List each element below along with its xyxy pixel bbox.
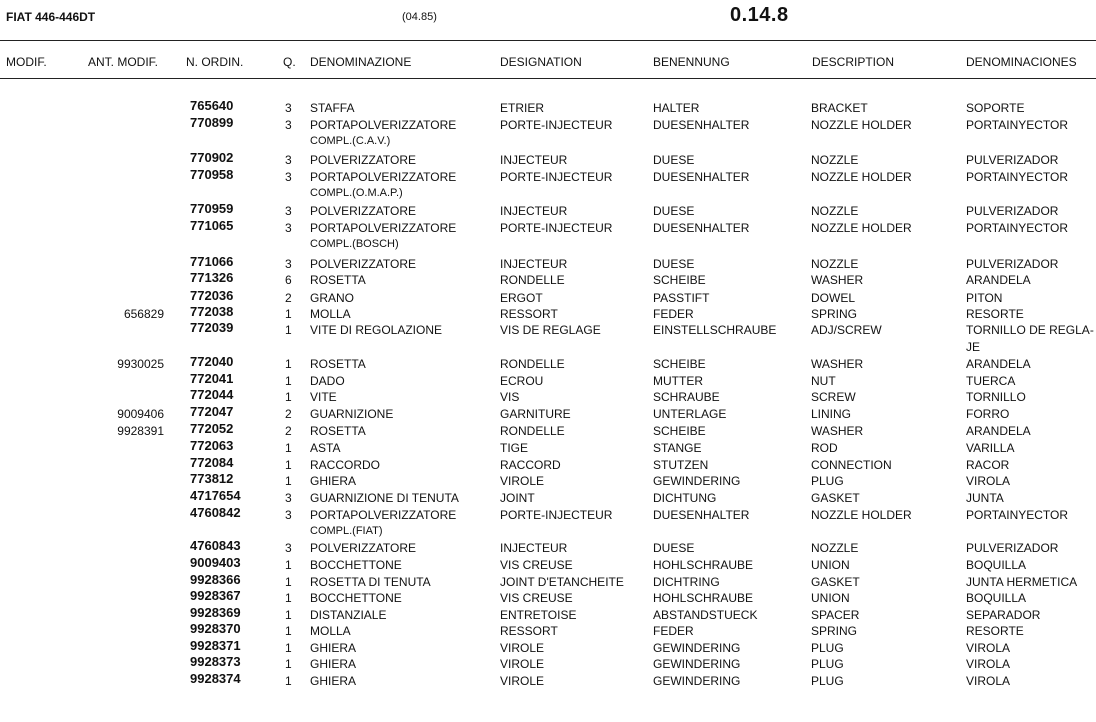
col-designation: DESIGNATION <box>500 55 582 69</box>
quantity: 2 <box>285 407 292 421</box>
description-cell: DOWEL <box>811 291 856 305</box>
designation-cell: VIS CREUSE <box>500 558 573 572</box>
description-cell: NOZZLE HOLDER <box>811 118 912 132</box>
designation-cell: INJECTEUR <box>500 541 568 555</box>
order-number: 4717654 <box>190 488 241 503</box>
denominaciones-cont: JE <box>966 340 981 354</box>
description-cell: UNION <box>811 558 850 572</box>
order-number: 772052 <box>190 421 234 436</box>
denominaciones-cell: ARANDELA <box>966 424 1031 438</box>
benennung-cell: ABSTANDSTUECK <box>653 608 758 622</box>
page-header <box>0 0 1096 40</box>
denominazione-cont: COMPL.(C.A.V.) <box>310 135 391 147</box>
quantity: 1 <box>285 441 292 455</box>
order-number: 772038 <box>190 304 234 319</box>
denominazione-cell: ROSETTA DI TENUTA <box>310 575 431 589</box>
benennung-cell: FEDER <box>653 307 694 321</box>
order-number: 9928369 <box>190 605 241 620</box>
denominazione-cell: POLVERIZZATORE <box>310 257 417 271</box>
benennung-cell: SCHEIBE <box>653 424 706 438</box>
col-description: DESCRIPTION <box>812 55 895 69</box>
designation-cell: PORTE-INJECTEUR <box>500 118 613 132</box>
denominazione-cell: PORTAPOLVERIZZATORE <box>310 221 457 235</box>
denominaciones-cell: VIROLA <box>966 474 1011 488</box>
order-number: 771066 <box>190 254 234 269</box>
denominazione-cell: POLVERIZZATORE <box>310 153 417 167</box>
order-number: 9928371 <box>190 638 241 653</box>
quantity: 1 <box>285 474 292 488</box>
designation-cell: VIS DE REGLAGE <box>500 323 601 337</box>
col-ant-modif: ANT. MODIF. <box>88 55 159 69</box>
benennung-cell: STANGE <box>653 441 702 455</box>
denominazione-cell: PORTAPOLVERIZZATORE <box>310 508 457 522</box>
benennung-cell: DUESENHALTER <box>653 170 750 184</box>
denominaciones-cell: PULVERIZADOR <box>966 153 1059 167</box>
denominazione-cell: ASTA <box>310 441 341 455</box>
order-number: 9928373 <box>190 654 241 669</box>
order-number: 773812 <box>190 471 234 486</box>
description-cell: GASKET <box>811 491 860 505</box>
denominazione-cell: MOLLA <box>310 307 351 321</box>
designation-cell: VIROLE <box>500 674 545 688</box>
ant-modif-cell: 9009406 <box>117 407 164 421</box>
designation-cell: ENTRETOISE <box>500 608 577 622</box>
designation-cell: INJECTEUR <box>500 257 568 271</box>
col-q: Q. <box>283 55 296 69</box>
benennung-cell: DUESE <box>653 153 695 167</box>
denominazione-cell: ROSETTA <box>310 273 366 287</box>
benennung-cell: DUESE <box>653 541 695 555</box>
quantity: 3 <box>285 508 292 522</box>
order-number: 772039 <box>190 320 234 335</box>
order-number: 9009403 <box>190 555 241 570</box>
designation-cell: RONDELLE <box>500 273 565 287</box>
designation-cell: VIROLE <box>500 657 545 671</box>
denominazione-cont: COMPL.(FIAT) <box>310 525 383 537</box>
denominaciones-cell: RACOR <box>966 458 1010 472</box>
description-cell: PLUG <box>811 641 844 655</box>
benennung-cell: PASSTIFT <box>653 291 710 305</box>
benennung-cell: UNTERLAGE <box>653 407 727 421</box>
quantity: 1 <box>285 624 292 638</box>
denominaciones-cell: VIROLA <box>966 641 1011 655</box>
denominaciones-cell: PORTAINYECTOR <box>966 221 1069 235</box>
denominazione-cell: BOCCHETTONE <box>310 591 402 605</box>
description-cell: BRACKET <box>811 101 868 115</box>
denominazione-cell: GHIERA <box>310 657 357 671</box>
denominaciones-cell: RESORTE <box>966 307 1024 321</box>
quantity: 3 <box>285 221 292 235</box>
denominaciones-cell: JUNTA HERMETICA <box>966 575 1078 589</box>
quantity: 1 <box>285 608 292 622</box>
benennung-cell: GEWINDERING <box>653 641 741 655</box>
benennung-cell: SCHRAUBE <box>653 390 720 404</box>
benennung-cell: DUESENHALTER <box>653 118 750 132</box>
designation-cell: VIS <box>500 390 520 404</box>
description-cell: NOZZLE <box>811 153 859 167</box>
description-cell: ROD <box>811 441 838 455</box>
designation-cell: RESSORT <box>500 624 558 638</box>
denominazione-cell: ROSETTA <box>310 424 366 438</box>
order-number: 772044 <box>190 387 234 402</box>
quantity: 1 <box>285 657 292 671</box>
description-cell: SPRING <box>811 307 858 321</box>
denominazione-cell: DADO <box>310 374 345 388</box>
denominazione-cell: MOLLA <box>310 624 351 638</box>
quantity: 3 <box>285 257 292 271</box>
quantity: 2 <box>285 424 292 438</box>
page-number: 0.14.8 <box>730 4 789 26</box>
quantity: 3 <box>285 118 292 132</box>
description-cell: NOZZLE <box>811 257 859 271</box>
denominaciones-cell: TORNILLO <box>966 390 1026 404</box>
quantity: 1 <box>285 575 292 589</box>
designation-cell: RESSORT <box>500 307 558 321</box>
denominaciones-cell: FORRO <box>966 407 1010 421</box>
quantity: 3 <box>285 204 292 218</box>
denominazione-cell: GHIERA <box>310 474 357 488</box>
description-cell: WASHER <box>811 357 864 371</box>
denominaciones-cell: VIROLA <box>966 657 1011 671</box>
designation-cell: JOINT D'ETANCHEITE <box>500 575 624 589</box>
denominaciones-cell: TUERCA <box>966 374 1016 388</box>
denominazione-cell: POLVERIZZATORE <box>310 204 417 218</box>
col-modif: MODIF. <box>6 55 47 69</box>
denominazione-cell: PORTAPOLVERIZZATORE <box>310 170 457 184</box>
denominazione-cell: RACCORDO <box>310 458 381 472</box>
description-cell: UNION <box>811 591 850 605</box>
denominazione-cell: BOCCHETTONE <box>310 558 402 572</box>
denominaciones-cell: PULVERIZADOR <box>966 204 1059 218</box>
quantity: 1 <box>285 307 292 321</box>
designation-cell: INJECTEUR <box>500 204 568 218</box>
quantity: 1 <box>285 674 292 688</box>
benennung-cell: HOHLSCHRAUBE <box>653 591 754 605</box>
designation-cell: ECROU <box>500 374 544 388</box>
description-cell: SPRING <box>811 624 858 638</box>
designation-cell: RACCORD <box>500 458 561 472</box>
benennung-cell: FEDER <box>653 624 694 638</box>
quantity: 1 <box>285 591 292 605</box>
denominazione-cell: VITE <box>310 390 337 404</box>
denominazione-cell: VITE DI REGOLAZIONE <box>310 323 443 337</box>
denominazione-cell: GUARNIZIONE <box>310 407 394 421</box>
col-benennung: BENENNUNG <box>653 55 730 69</box>
denominazione-cell: GRANO <box>310 291 355 305</box>
designation-cell: PORTE-INJECTEUR <box>500 221 613 235</box>
description-cell: SCREW <box>811 390 856 404</box>
order-number: 771065 <box>190 218 234 233</box>
denominazione-cont: COMPL.(BOSCH) <box>310 238 399 250</box>
order-number: 770899 <box>190 115 234 130</box>
designation-cell: RONDELLE <box>500 424 565 438</box>
denominazione-cont: COMPL.(O.M.A.P.) <box>310 187 403 199</box>
quantity: 1 <box>285 558 292 572</box>
denominaciones-cell: TORNILLO DE REGLA- <box>966 323 1094 337</box>
description-cell: ADJ/SCREW <box>811 323 882 337</box>
description-cell: NOZZLE HOLDER <box>811 170 912 184</box>
description-cell: NOZZLE HOLDER <box>811 221 912 235</box>
denominaciones-cell: BOQUILLA <box>966 591 1027 605</box>
quantity: 1 <box>285 374 292 388</box>
order-number: 9928370 <box>190 621 241 636</box>
denominazione-cell: GUARNIZIONE DI TENUTA <box>310 491 459 505</box>
denominaciones-cell: JUNTA <box>966 491 1004 505</box>
order-number: 770959 <box>190 201 234 216</box>
description-cell: PLUG <box>811 657 844 671</box>
designation-cell: ERGOT <box>500 291 543 305</box>
benennung-cell: DUESENHALTER <box>653 221 750 235</box>
quantity: 3 <box>285 101 292 115</box>
denominaciones-cell: PULVERIZADOR <box>966 257 1059 271</box>
denominazione-cell: PORTAPOLVERIZZATORE <box>310 118 457 132</box>
designation-cell: VIROLE <box>500 641 545 655</box>
denominaciones-cell: PULVERIZADOR <box>966 541 1059 555</box>
order-number: 765640 <box>190 98 234 113</box>
order-number: 772040 <box>190 354 234 369</box>
order-number: 4760843 <box>190 538 241 553</box>
description-cell: GASKET <box>811 575 860 589</box>
order-number: 772084 <box>190 455 234 470</box>
denominaciones-cell: SEPARADOR <box>966 608 1041 622</box>
designation-cell: INJECTEUR <box>500 153 568 167</box>
denominazione-cell: STAFFA <box>310 101 355 115</box>
edition-date: (04.85) <box>402 11 437 23</box>
benennung-cell: STUTZEN <box>653 458 709 472</box>
denominaciones-cell: ARANDELA <box>966 357 1031 371</box>
order-number: 770902 <box>190 150 234 165</box>
benennung-cell: DICHTUNG <box>653 491 717 505</box>
description-cell: PLUG <box>811 474 844 488</box>
order-number: 9928367 <box>190 588 241 603</box>
order-number: 9928374 <box>190 671 241 686</box>
col-denominazione: DENOMINAZIONE <box>310 55 412 69</box>
benennung-cell: DUESENHALTER <box>653 508 750 522</box>
benennung-cell: DUESE <box>653 204 695 218</box>
quantity: 3 <box>285 170 292 184</box>
benennung-cell: DICHTRING <box>653 575 720 589</box>
denominaciones-cell: PORTAINYECTOR <box>966 170 1069 184</box>
denominaciones-cell: SOPORTE <box>966 101 1025 115</box>
denominazione-cell: ROSETTA <box>310 357 366 371</box>
benennung-cell: MUTTER <box>653 374 703 388</box>
designation-cell: VIS CREUSE <box>500 591 573 605</box>
col-denominaciones: DENOMINACIONES <box>966 55 1077 69</box>
benennung-cell: SCHEIBE <box>653 357 706 371</box>
header-rule <box>0 78 1096 79</box>
denominaciones-cell: PORTAINYECTOR <box>966 508 1069 522</box>
order-number: 770958 <box>190 167 234 182</box>
quantity: 2 <box>285 291 292 305</box>
designation-cell: GARNITURE <box>500 407 571 421</box>
description-cell: NOZZLE HOLDER <box>811 508 912 522</box>
ant-modif-cell: 9928391 <box>117 424 164 438</box>
benennung-cell: HOHLSCHRAUBE <box>653 558 754 572</box>
quantity: 1 <box>285 641 292 655</box>
denominaciones-cell: VIROLA <box>966 674 1011 688</box>
designation-cell: RONDELLE <box>500 357 565 371</box>
denominaciones-cell: VARILLA <box>966 441 1015 455</box>
denominaciones-cell: RESORTE <box>966 624 1024 638</box>
description-cell: CONNECTION <box>811 458 892 472</box>
denominazione-cell: DISTANZIALE <box>310 608 387 622</box>
description-cell: LINING <box>811 407 852 421</box>
order-number: 772063 <box>190 438 234 453</box>
designation-cell: ETRIER <box>500 101 545 115</box>
denominazione-cell: GHIERA <box>310 641 357 655</box>
designation-cell: VIROLE <box>500 474 545 488</box>
designation-cell: PORTE-INJECTEUR <box>500 508 613 522</box>
order-number: 9928366 <box>190 572 241 587</box>
quantity: 1 <box>285 458 292 472</box>
order-number: 4760842 <box>190 505 241 520</box>
quantity: 1 <box>285 357 292 371</box>
benennung-cell: EINSTELLSCHRAUBE <box>653 323 777 337</box>
benennung-cell: DUESE <box>653 257 695 271</box>
benennung-cell: HALTER <box>653 101 700 115</box>
order-number: 772041 <box>190 371 234 386</box>
quantity: 1 <box>285 323 292 337</box>
quantity: 3 <box>285 153 292 167</box>
benennung-cell: GEWINDERING <box>653 674 741 688</box>
quantity: 1 <box>285 390 292 404</box>
denominaciones-cell: PORTAINYECTOR <box>966 118 1069 132</box>
order-number: 771326 <box>190 270 234 285</box>
description-cell: WASHER <box>811 424 864 438</box>
ant-modif-cell: 656829 <box>123 307 164 321</box>
quantity: 3 <box>285 491 292 505</box>
designation-cell: JOINT <box>500 491 535 505</box>
model-title: FIAT 446-446DT <box>6 10 96 24</box>
benennung-cell: SCHEIBE <box>653 273 706 287</box>
description-cell: WASHER <box>811 273 864 287</box>
denominazione-cell: POLVERIZZATORE <box>310 541 417 555</box>
designation-cell: PORTE-INJECTEUR <box>500 170 613 184</box>
benennung-cell: GEWINDERING <box>653 657 741 671</box>
col-n-ordin: N. ORDIN. <box>186 55 244 69</box>
description-cell: NOZZLE <box>811 204 859 218</box>
denominazione-cell: GHIERA <box>310 674 357 688</box>
designation-cell: TIGE <box>500 441 529 455</box>
description-cell: SPACER <box>811 608 860 622</box>
order-number: 772036 <box>190 288 234 303</box>
ant-modif-cell: 9930025 <box>117 357 164 371</box>
description-cell: NUT <box>811 374 836 388</box>
order-number: 772047 <box>190 404 234 419</box>
denominaciones-cell: ARANDELA <box>966 273 1031 287</box>
top-rule <box>0 40 1096 41</box>
description-cell: PLUG <box>811 674 844 688</box>
quantity: 6 <box>285 273 292 287</box>
denominaciones-cell: PITON <box>966 291 1003 305</box>
denominaciones-cell: BOQUILLA <box>966 558 1027 572</box>
description-cell: NOZZLE <box>811 541 859 555</box>
benennung-cell: GEWINDERING <box>653 474 741 488</box>
quantity: 3 <box>285 541 292 555</box>
